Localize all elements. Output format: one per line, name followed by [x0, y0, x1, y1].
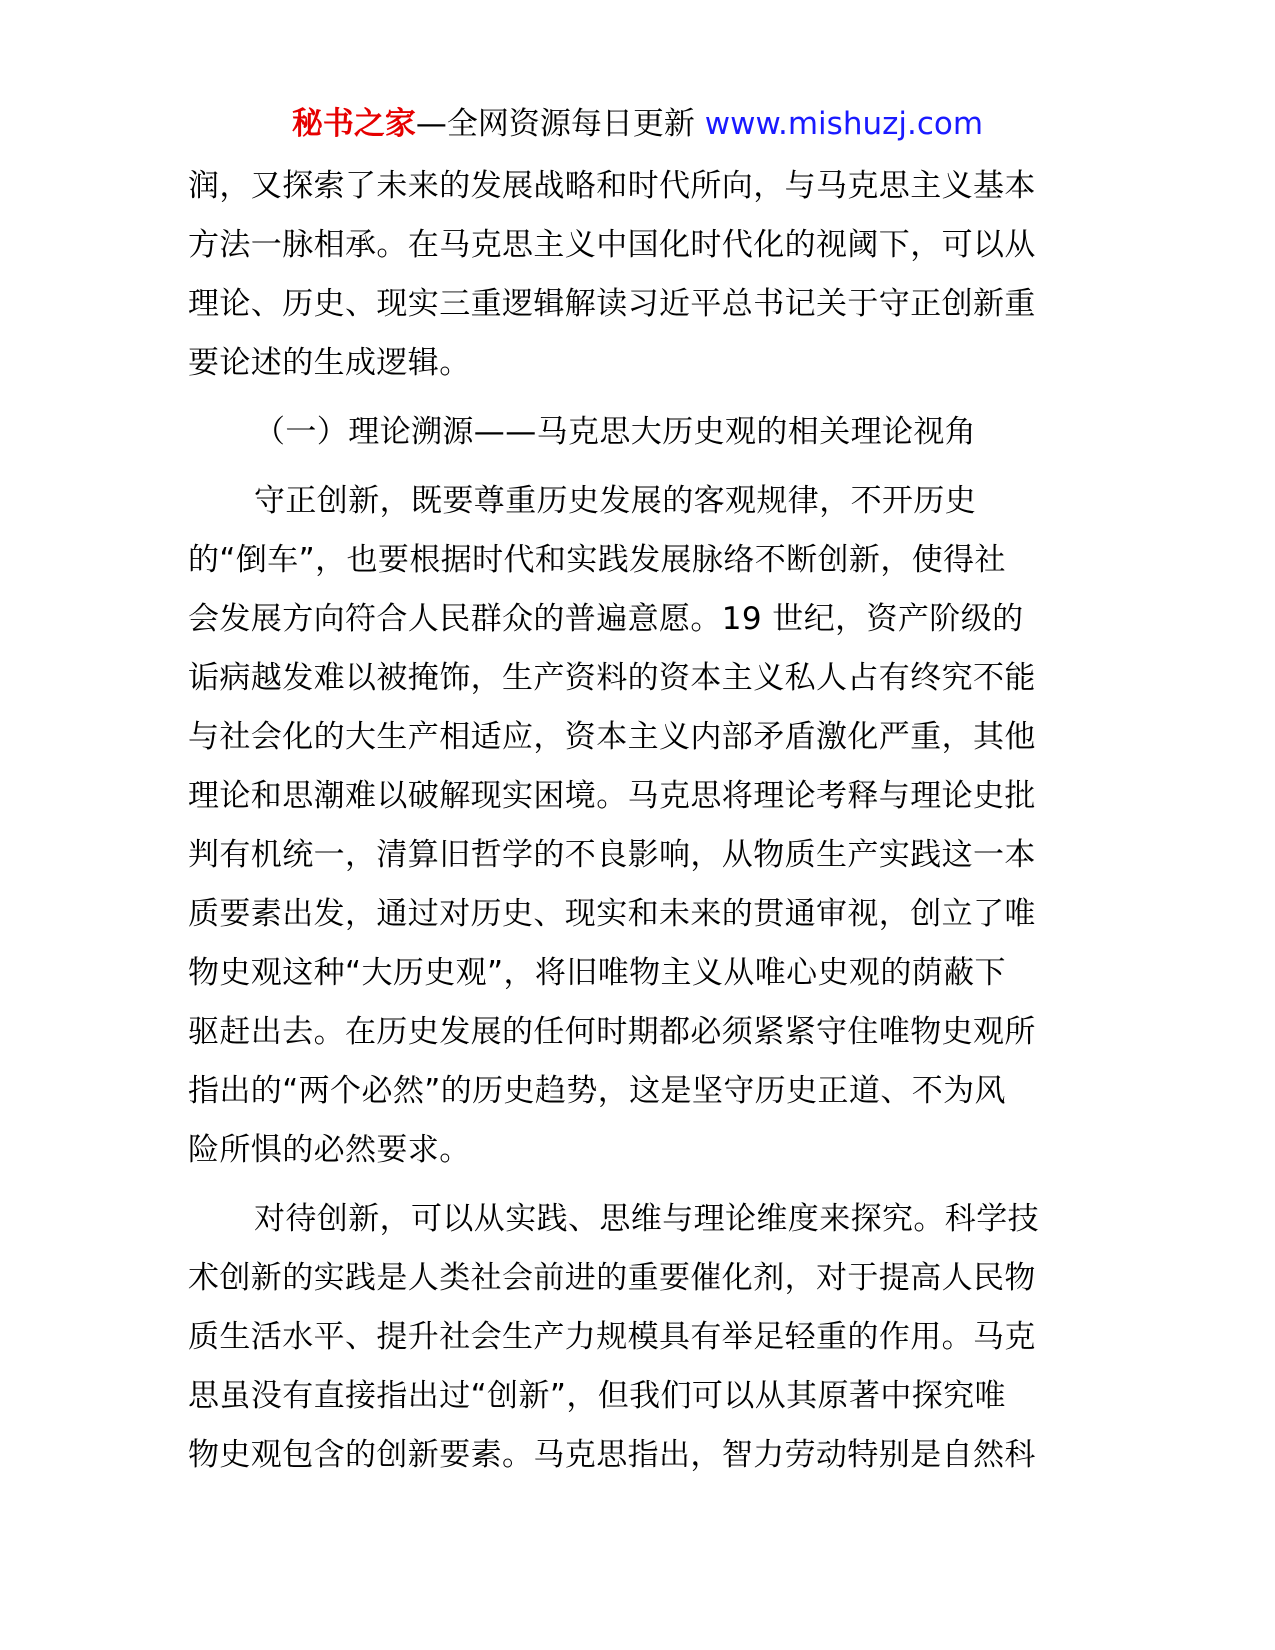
text-line: 质生活水平、提升社会生产力规模具有举足轻重的作用。马克: [188, 1319, 1036, 1355]
text-line: 物史观这种“大历史观”，将旧唯物主义从唯心史观的荫蔽下: [188, 955, 1006, 991]
text-line: 思虽没有直接指出过“创新”，但我们可以从其原著中探究唯: [188, 1378, 1006, 1414]
text-line: 判有机统一，清算旧哲学的不良影响，从物质生产实践这一本: [188, 837, 1036, 873]
site-url-link[interactable]: www.mishuzj.com: [704, 106, 984, 142]
brand-name: 秘书之家: [291, 106, 416, 142]
text-line: 诟病越发难以被掩饰，生产资料的资本主义私人占有终究不能: [188, 660, 1036, 696]
text-line-content: 对待创新，可以从实践、思维与理论维度来探究。科学技: [254, 1201, 1039, 1237]
document-body: [188, 157, 1090, 1485]
text-line: 指出的“两个必然”的历史趋势，这是坚守历史正道、不为风: [188, 1073, 1006, 1109]
text-line: 润，又探索了未来的发展战略和时代所向，与马克思主义基本: [188, 168, 1036, 204]
header-slogan: —全网资源每日更新: [415, 106, 695, 142]
text-line: [188, 1190, 1090, 1249]
text-line: 驱赶出去。在历史发展的任何时期都必须紧紧守住唯物史观所: [188, 1014, 1036, 1050]
section-heading: [188, 403, 1090, 462]
paragraph-spacing: [188, 462, 1090, 472]
text-line: 理论和思潮难以破解现实困境。马克思将理论考释与理论史批: [188, 778, 1036, 814]
text-line: 的“倒车”，也要根据时代和实践发展脉络不断创新，使得社: [188, 542, 1006, 578]
text-line: 要论述的生成逻辑。: [188, 345, 471, 381]
text-line: [188, 472, 1090, 531]
text-line: 物史观包含的创新要素。马克思指出，智力劳动特别是自然科: [188, 1437, 1036, 1473]
paragraph-spacing: [188, 393, 1090, 403]
text-line: 方法一脉相承。在马克思主义中国化时代化的视阈下，可以从: [188, 227, 1036, 263]
page-header: [0, 98, 1275, 150]
paragraph-innovation: [188, 1190, 1090, 1485]
section-heading-text: （一）理论溯源——马克思大历史观的相关理论视角: [254, 414, 977, 450]
paragraph-continued: [188, 157, 1090, 393]
paragraph-spacing: [188, 1180, 1090, 1190]
text-line: 会发展方向符合人民群众的普遍意愿。19 世纪，资产阶级的: [188, 601, 1024, 637]
text-line: 术创新的实践是人类社会前进的重要催化剂，对于提高人民物: [188, 1260, 1036, 1296]
text-line: 险所惧的必然要求。: [188, 1132, 471, 1168]
paragraph-theory: [188, 472, 1090, 1180]
text-line-content: 守正创新，既要尊重历史发展的客观规律，不开历史: [254, 483, 977, 519]
text-line: 理论、历史、现实三重逻辑解读习近平总书记关于守正创新重: [188, 286, 1036, 322]
text-line: 与社会化的大生产相适应，资本主义内部矛盾激化严重，其他: [188, 719, 1036, 755]
text-line: 质要素出发，通过对历史、现实和未来的贯通审视，创立了唯: [188, 896, 1036, 932]
